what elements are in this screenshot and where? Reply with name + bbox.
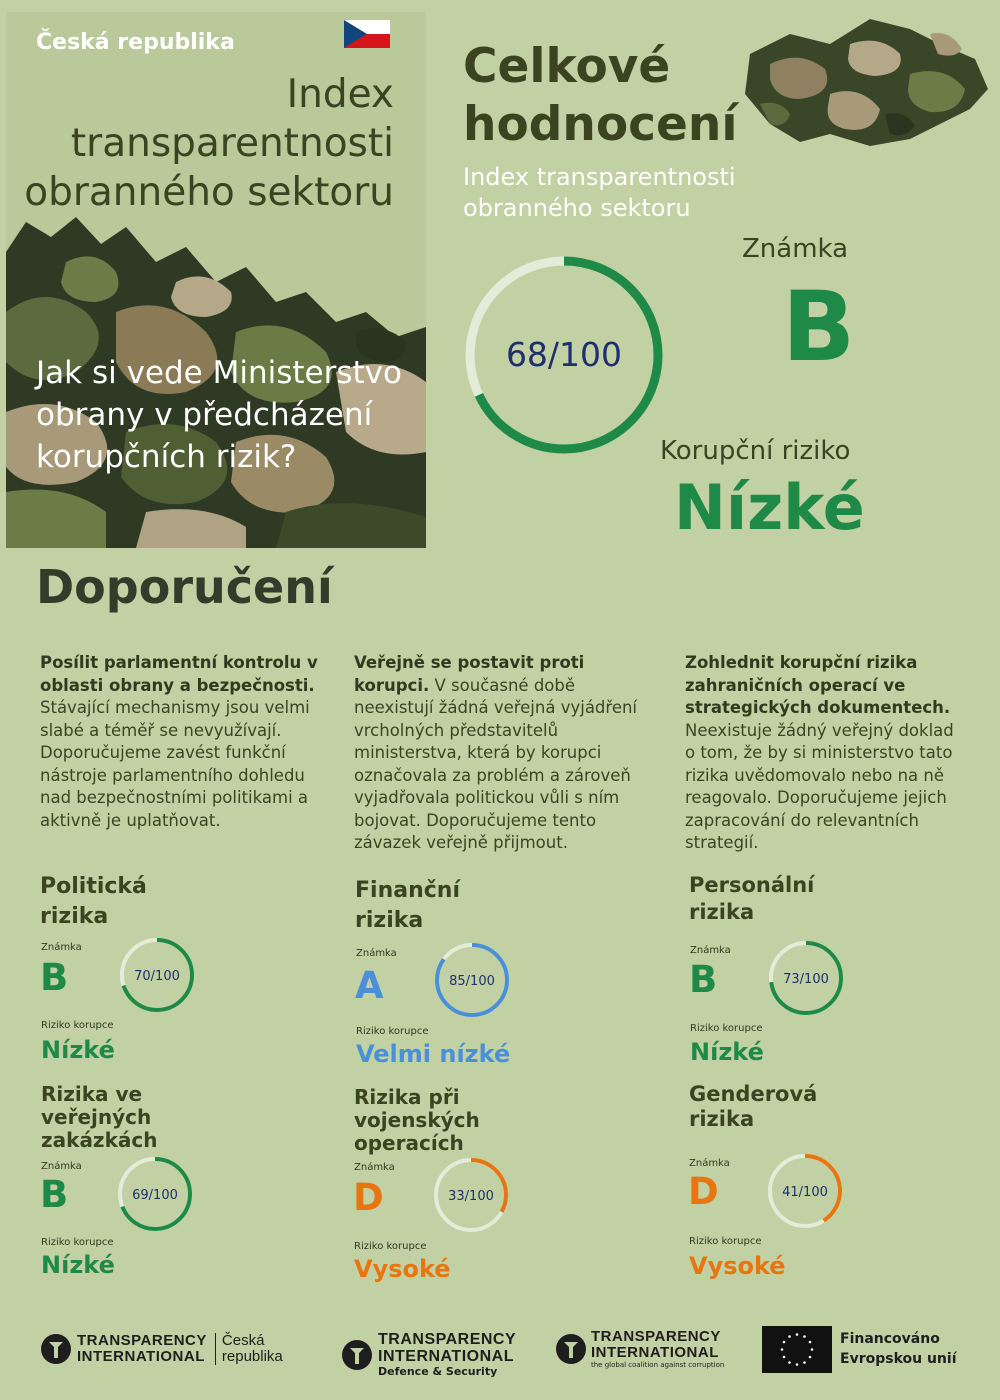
recommendation-body: Neexistuje žádný veřejný doklad o tom, že by si ministerstvo tato rizika uvědomovalo nebo na ně reagovalo. Doporučujeme jejich zapracování do relevantních strategií. <box>685 720 954 852</box>
logo-text-line: TRANSPARENCY <box>591 1328 721 1345</box>
risk-block-political <box>40 872 300 1072</box>
recommendation-heading: Veřejně se postavit proti korupci. <box>354 653 585 695</box>
risk-caption: Riziko korupce <box>356 1026 429 1037</box>
overall-grade: B <box>782 271 856 383</box>
logo-text-line: INTERNATIONAL <box>378 1348 514 1365</box>
risk-block-financial <box>355 876 615 1076</box>
eu-star <box>809 1341 812 1344</box>
risk-title-line: Finanční <box>355 878 460 903</box>
risk-title-line: rizika <box>689 900 755 924</box>
ti-defence-logo <box>341 1331 516 1378</box>
eu-star <box>796 1363 799 1366</box>
risk-title-line: rizika <box>355 908 424 933</box>
overall-title <box>463 38 737 154</box>
hero-question: Jak si vede Ministerstvo obrany v předcházení korupčních rizik? <box>36 355 402 475</box>
risk-label: Korupční riziko <box>660 436 851 466</box>
ti-czech-logo <box>40 1333 283 1365</box>
risk-grade: D <box>688 1170 719 1213</box>
ti-globe-icon <box>555 1333 587 1365</box>
risk-title-line: veřejných <box>41 1105 152 1129</box>
recommendations-title: Doporučení <box>36 560 333 614</box>
risk-title-line: Personální <box>689 873 815 897</box>
recommendation-body: Stávající mechanismy jsou velmi slabé a téměř se nevyužívají. Doporučujeme zavést funkční nástroje parlamentního dohledu nad bezpečnostními politikami a aktivně je uplatňovat. <box>40 698 310 830</box>
risk-score-gauge <box>766 1152 844 1230</box>
gauge-score-text: 41/100 <box>782 1185 828 1200</box>
recommendation-body: V současné době neexistují žádná veřejná vyjádření vrcholných představitelů ministerstva, která by korupci označovala za problém a zároveň vyjadřovala politickou vůli s ním bojovat. Doporučujeme tento závazek veřejně přijmout. <box>354 675 638 852</box>
eu-funding-text <box>840 1329 957 1369</box>
risk-title-line: Rizika ve <box>41 1082 143 1106</box>
ti-global-logo <box>555 1329 724 1369</box>
risk-title-line: Rizika při <box>354 1085 460 1109</box>
grade-caption: Známka <box>690 945 731 956</box>
risk-block-title <box>689 872 949 926</box>
risk-value: Nízké <box>690 1038 764 1066</box>
risk-caption: Riziko korupce <box>354 1241 427 1252</box>
logo-subtitle: the global coalition against corruption <box>591 1361 725 1369</box>
ti-globe-icon <box>40 1333 72 1365</box>
eu-star <box>809 1356 812 1359</box>
risk-block-procurement <box>41 1083 301 1293</box>
gauge-score-text: 33/100 <box>448 1189 494 1204</box>
risk-caption: Riziko korupce <box>689 1236 762 1247</box>
risk-grade: B <box>40 1173 69 1216</box>
gauge-score-text: 73/100 <box>783 972 829 987</box>
risk-value: Nízké <box>41 1251 115 1279</box>
risk-grade: B <box>40 956 69 999</box>
eu-star <box>803 1361 806 1364</box>
grade-caption: Známka <box>354 1162 395 1173</box>
risk-title-line: rizika <box>689 1107 755 1131</box>
logo-text-line: TRANSPARENCY <box>77 1332 207 1349</box>
logo-text-line: INTERNATIONAL <box>591 1344 719 1361</box>
recommendation-1 <box>40 652 325 832</box>
overall-risk: Nízké <box>674 471 865 544</box>
overall-title-line2: hodnocení <box>463 97 738 152</box>
risk-grade: D <box>353 1176 384 1219</box>
overall-title-line1: Celkové <box>463 39 671 94</box>
risk-block-title <box>355 876 615 936</box>
eu-star <box>803 1335 806 1338</box>
risk-title-line: operacích <box>354 1131 464 1155</box>
eu-star <box>788 1335 791 1338</box>
risk-title-line: vojenských <box>354 1108 480 1132</box>
risk-grade: B <box>689 958 718 1001</box>
overall-score-gauge <box>462 253 666 457</box>
risk-score-gauge <box>118 936 196 1014</box>
grade-caption: Známka <box>41 942 82 953</box>
risk-score-gauge <box>116 1155 194 1233</box>
recommendation-heading: Zohlednit korupční rizika zahraničních operací ve strategických dokumentech. <box>685 653 951 717</box>
hero-panel <box>6 12 426 548</box>
risk-value: Vysoké <box>689 1252 786 1280</box>
eu-star <box>788 1361 791 1364</box>
eu-text-line: Financováno <box>840 1331 940 1347</box>
logo-chapter-line: republika <box>221 1348 283 1365</box>
ti-globe-icon <box>341 1339 373 1371</box>
overall-subtitle-text: Index transparentnosti obranného sektoru <box>463 163 736 222</box>
country-name: Česká republika <box>36 30 235 55</box>
logo-text-line: INTERNATIONAL <box>77 1348 205 1365</box>
eu-star <box>783 1341 786 1344</box>
eu-star <box>796 1333 799 1336</box>
overall-subtitle <box>463 162 763 224</box>
risk-caption: Riziko korupce <box>41 1237 114 1248</box>
risk-value: Velmi nízké <box>356 1040 511 1068</box>
risk-block-title <box>354 1086 614 1155</box>
eu-text-line: Evropskou unií <box>840 1351 957 1367</box>
grade-caption: Známka <box>41 1161 82 1172</box>
risk-caption: Riziko korupce <box>41 1020 114 1031</box>
grade-caption: Známka <box>689 1158 730 1169</box>
grade-label: Známka <box>742 234 849 264</box>
risk-block-gender <box>689 1082 949 1292</box>
czech-map-camouflage <box>730 14 992 154</box>
czech-flag-icon <box>344 20 390 48</box>
eu-flag-icon <box>762 1326 832 1373</box>
risk-title-line: rizika <box>40 904 109 929</box>
gauge-score-text: 70/100 <box>134 969 180 984</box>
risk-grade: A <box>355 964 384 1007</box>
risk-block-title <box>41 1083 301 1152</box>
logo-text-line: TRANSPARENCY <box>378 1331 517 1348</box>
risk-score-gauge <box>767 939 845 1017</box>
risk-title-line: zakázkách <box>41 1128 158 1152</box>
recommendation-heading: Posílit parlamentní kontrolu v oblasti obrany a bezpečnosti. <box>40 653 318 695</box>
logo-subtitle: Defence & Security <box>378 1365 498 1378</box>
risk-title-line: Genderová <box>689 1082 818 1106</box>
eu-star <box>811 1348 814 1351</box>
risk-block-title <box>689 1082 949 1132</box>
eu-star <box>783 1356 786 1359</box>
risk-score-gauge <box>432 1156 510 1234</box>
recommendation-3 <box>685 652 965 855</box>
risk-title-line: Politická <box>40 874 147 899</box>
logo-chapter-line: Česká <box>221 1332 265 1349</box>
gauge-score-text: 85/100 <box>449 974 495 989</box>
risk-score-gauge <box>433 941 511 1019</box>
risk-block-personnel <box>689 872 949 1072</box>
risk-block-military-operations <box>354 1086 614 1296</box>
gauge-score-text: 69/100 <box>132 1188 178 1203</box>
hero-title: Index transparentnosti obranného sektoru <box>24 72 394 215</box>
risk-block-title <box>40 872 300 932</box>
recommendation-2 <box>354 652 654 855</box>
risk-value: Vysoké <box>354 1255 451 1283</box>
overall-score-text: 68/100 <box>505 335 623 374</box>
eu-star <box>781 1348 784 1351</box>
grade-caption: Známka <box>356 948 397 959</box>
risk-caption: Riziko korupce <box>690 1023 763 1034</box>
risk-value: Nízké <box>41 1036 115 1064</box>
